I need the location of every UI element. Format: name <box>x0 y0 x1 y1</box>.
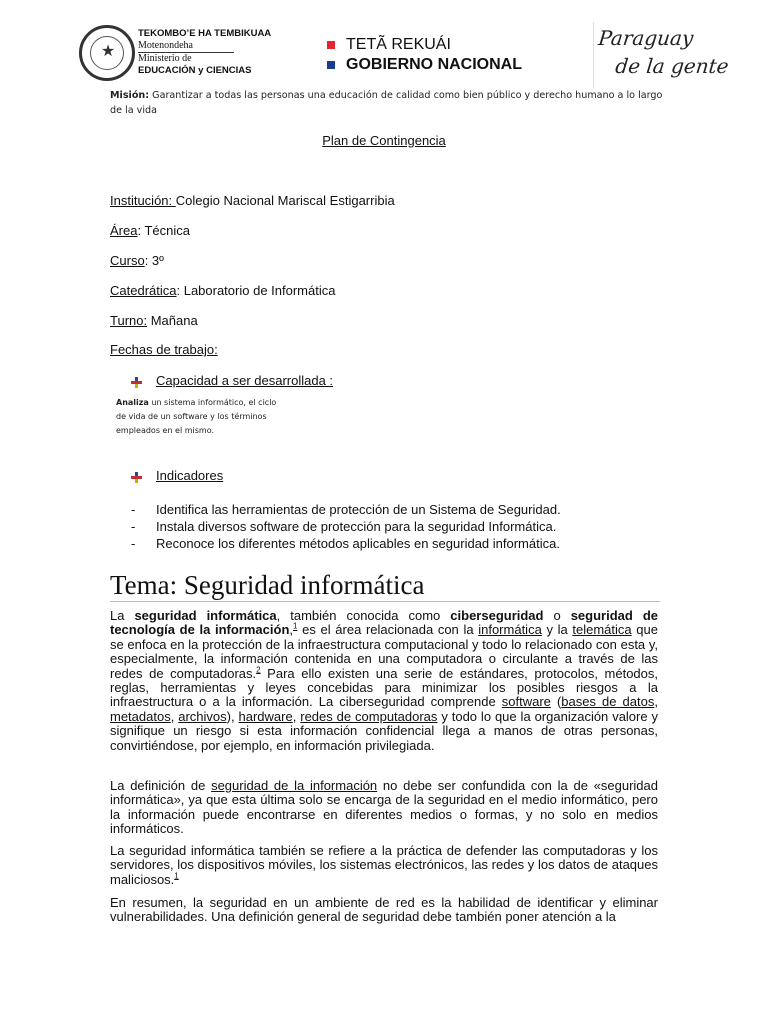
link-seguridad-de-la-informacion[interactable]: seguridad de la información <box>211 778 378 793</box>
link-redes-de-computadoras[interactable]: redes de computadoras <box>300 708 438 724</box>
star-icon: ★ <box>100 43 116 60</box>
indicadores-heading <box>131 468 223 484</box>
list-item-text: Instala diversos software de protección para la seguridad Informática. <box>156 519 557 534</box>
field-value: : Técnica <box>137 223 190 238</box>
list-item: - Identifica las herramientas de protección de un Sistema de Seguridad. <box>131 502 561 517</box>
gov-row-2 <box>327 55 522 75</box>
field-label: Curso <box>110 253 145 268</box>
footnote-link[interactable]: 1 <box>174 871 179 881</box>
link-archivos[interactable]: archivos <box>178 708 227 724</box>
capacidad-body: un sistema informático, el ciclo de vida de un software y los términos empleados en el mismo. <box>116 398 277 435</box>
paraguay-de-la-gente-logo <box>594 24 733 80</box>
indicadores-label: Indicadores <box>156 468 224 483</box>
paragraph-1: La seguridad informática, también conocida como ciberseguridad o seguridad de tecnología de la información,$^1$ es el área relacionada con la informática y la telemática que se enfoca en la protección de la infraestructura computacional y todo lo relacionado con esta y, especialmente, la información contenida en una computadora o circulante a través de las redes de computadoras.$^2$ Para ello existen una serie de estándares, protocolos, métodos, reglas, herramientas y leyes concebidas para minimizar los posibles riesgos a la infraestructura o a la información. La ciberseguridad comprende software (bases de datos, metadatos, archivos), hardware, redes de computadoras y todo lo que la organización valore y signifique un riesgo si esta información confidencial llega a manos de otras personas, convirtiéndose, por ejemplo, en información privilegiada. <box>110 608 659 753</box>
list-item-text: Identifica las herramientas de protección de un Sistema de Seguridad. <box>156 502 561 517</box>
ministry-logo-text <box>138 28 298 77</box>
field-label: Catedrática <box>110 283 177 298</box>
field-curso <box>110 253 164 269</box>
link-hardware[interactable]: hardware <box>238 708 293 724</box>
field-value: Colegio Nacional Mariscal Estigarribia <box>175 193 395 208</box>
paragraph-4: En resumen, la seguridad en un ambiente de red es la habilidad de identificar y eliminar vulnerabilidades. Una definición general de seguridad debe también poner atención a la <box>110 895 658 925</box>
field-label: Fechas de trabajo: <box>110 342 218 357</box>
field-value: : 3º <box>144 253 164 268</box>
link-software[interactable]: software <box>501 694 551 710</box>
brand-line2: de la gente <box>614 54 730 78</box>
capacidad-heading <box>131 373 333 389</box>
ministry-line4: EDUCACIÓN y CIENCIAS <box>138 65 252 76</box>
red-square-icon <box>327 41 335 49</box>
gov-row-1 <box>327 35 522 55</box>
field-label: Turno: <box>110 313 148 328</box>
field-catedratica <box>110 283 335 299</box>
link-informatica[interactable]: informática <box>478 622 542 638</box>
field-value: : Laboratorio de Informática <box>176 283 336 298</box>
list-item-text: Reconoce los diferentes métodos aplicables en seguridad informática. <box>156 536 560 551</box>
government-logo <box>327 35 522 75</box>
ministry-line2: Motenondeha <box>138 40 234 53</box>
field-label: Institución: <box>110 193 176 208</box>
paragraph-2: La definición de seguridad de la información no debe ser confundida con la de «seguridad informática», ya que esta última solo se encarga de la seguridad en el medio informático, pero la información puede encontrarse en diferentes medios o formas, y no solo en medios informáticos. <box>110 778 658 837</box>
term-ciberseguridad: ciberseguridad <box>450 608 544 623</box>
term-seguridad-ti: seguridad de tecnología de la información <box>110 608 658 638</box>
capacidad-bold: Analiza <box>116 398 149 407</box>
field-institucion <box>110 193 395 209</box>
field-label: Área <box>110 223 138 238</box>
seal-inner-ring <box>90 36 124 70</box>
bullet-icon <box>131 376 142 387</box>
document-title: Plan de Contingencia <box>322 133 446 148</box>
mission-statement <box>110 88 670 118</box>
mission-text: Garantizar a todas las personas una educación de calidad como bien público y derecho humano a lo largo de la vida <box>110 90 663 116</box>
blue-square-icon <box>327 61 335 69</box>
footnote-link[interactable]: 2 <box>256 665 261 675</box>
footnote-link[interactable]: 1 <box>293 622 298 632</box>
capacidad-text <box>116 396 286 438</box>
indicadores-list <box>131 501 561 552</box>
link-telematica[interactable]: telemática <box>572 622 632 638</box>
bullet-icon <box>131 471 142 482</box>
paragraph-3: La seguridad informática también se refiere a la práctica de defender las computadoras y los servidores, los dispositivos móviles, los sistemas electrónicos, las redes y los datos de ataques maliciosos.$^1$ <box>110 843 658 887</box>
link-metadatos[interactable]: metadatos <box>110 708 171 724</box>
ministry-line3: Ministerio de <box>138 53 192 64</box>
national-seal <box>79 25 135 81</box>
term-seguridad-informatica: seguridad informática <box>134 608 277 623</box>
list-item: - Reconoce los diferentes métodos aplicables en seguridad informática. <box>131 536 560 551</box>
tema-heading: Tema: Seguridad informática <box>110 570 425 600</box>
link-bases-de-datos[interactable]: bases de datos <box>561 694 655 710</box>
list-item: - Instala diversos software de protección para la seguridad Informática. <box>131 519 557 534</box>
field-fechas <box>110 342 218 358</box>
field-value: Mañana <box>147 313 198 328</box>
ministry-line1: TEKOMBO’E HA TEMBIKUAA <box>138 28 272 39</box>
capacidad-label: Capacidad a ser desarrollada : <box>156 373 334 388</box>
field-turno <box>110 313 198 329</box>
field-area <box>110 223 190 239</box>
gov-line1: TETÃ REKUÁI <box>346 36 451 53</box>
heading-rule <box>110 601 660 602</box>
gov-line2: GOBIERNO NACIONAL <box>346 56 522 73</box>
mission-label: Misión: <box>110 90 150 101</box>
brand-line1: Paraguay <box>597 26 695 50</box>
